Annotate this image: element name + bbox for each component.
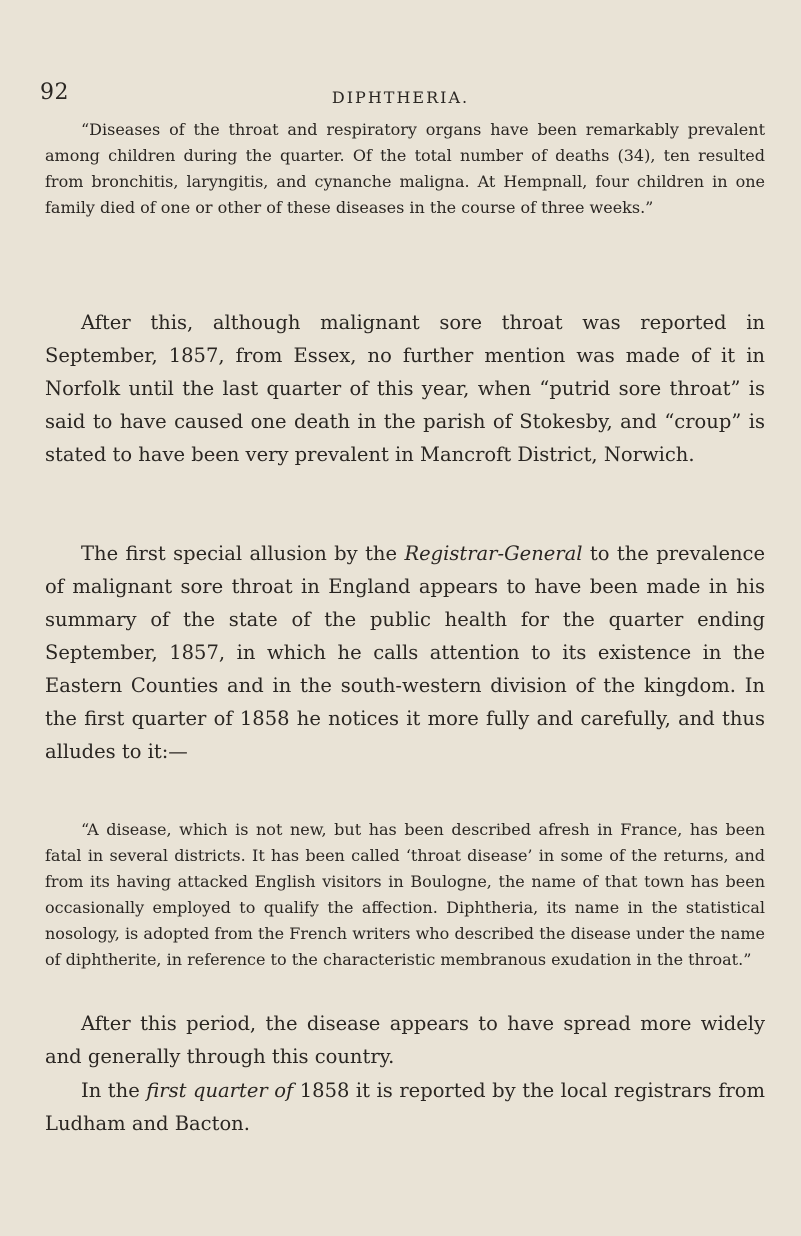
paragraph-4-rest: 1858 it is reported by the local registrars from Ludham and Bacton. [45,1079,766,1135]
paragraph-4-text [45,1074,765,1140]
body-paragraph-3 [45,1007,765,1073]
paragraph-4-lead: In the [81,1079,147,1102]
quote-2-text: “A disease, which is not new, but has been described afresh in France, has been fatal in several districts. It has been called ‘throat disease’ in some of the returns, and from its having attacked English visitors in Boulogne, the name of that town has been occasionally employed to qualify the affection. Diphtheria, its name in the statistical nosology, is adopted from the French writers who described the disease under the name of diphtherite, in reference to the characteristic membranous exudation in the throat.” [45,820,765,969]
page-number: 92 [40,80,69,105]
body-paragraph-1 [45,306,765,471]
paragraph-2-rest: to the prevalence of malignant sore throat in England appears to have been made in his summary of the state of the public health for the quarter ending September, 1857, in which he calls attention to its existence in the Eastern Counties and in the south-western division of the kingdom. In the first quarter of 1858 he notices it more fully and carefully, and thus alludes to it:— [45,542,766,763]
paragraph-2-lead: The first special allusion by the [81,542,405,565]
registrar-general-italic: Registrar-General [404,542,583,565]
body-paragraph-2 [45,537,765,768]
running-head: DIPHTHERIA. [331,88,470,107]
quote-1-text: “Diseases of the throat and respiratory organs have been remarkably prevalent among children during the quarter. Of the total number of deaths (34), ten resulted from bronchitis, laryngitis, and cynanche maligna. At Hempnall, four children in one family died of one or other of these diseases in the course of three weeks.” [45,120,765,217]
first-quarter-italic: first quarter of [146,1079,294,1102]
body-paragraph-4 [45,1074,765,1140]
quoted-report-2 [45,817,765,973]
paragraph-1-text: After this, although malignant sore throat was reported in September, 1857, from Essex, no further mention was made of it in Norfolk until the last quarter of this year, when “putrid sore throat” is said to have caused one death in the parish of Stokesby, and “croup” is stated to have been very prevalent in Mancroft District, Norwich. [45,311,765,466]
paragraph-2-text [45,537,765,768]
quoted-report-1 [45,117,765,221]
paragraph-3-text: After this period, the disease appears to have spread more widely and generally through this country. [45,1012,765,1068]
